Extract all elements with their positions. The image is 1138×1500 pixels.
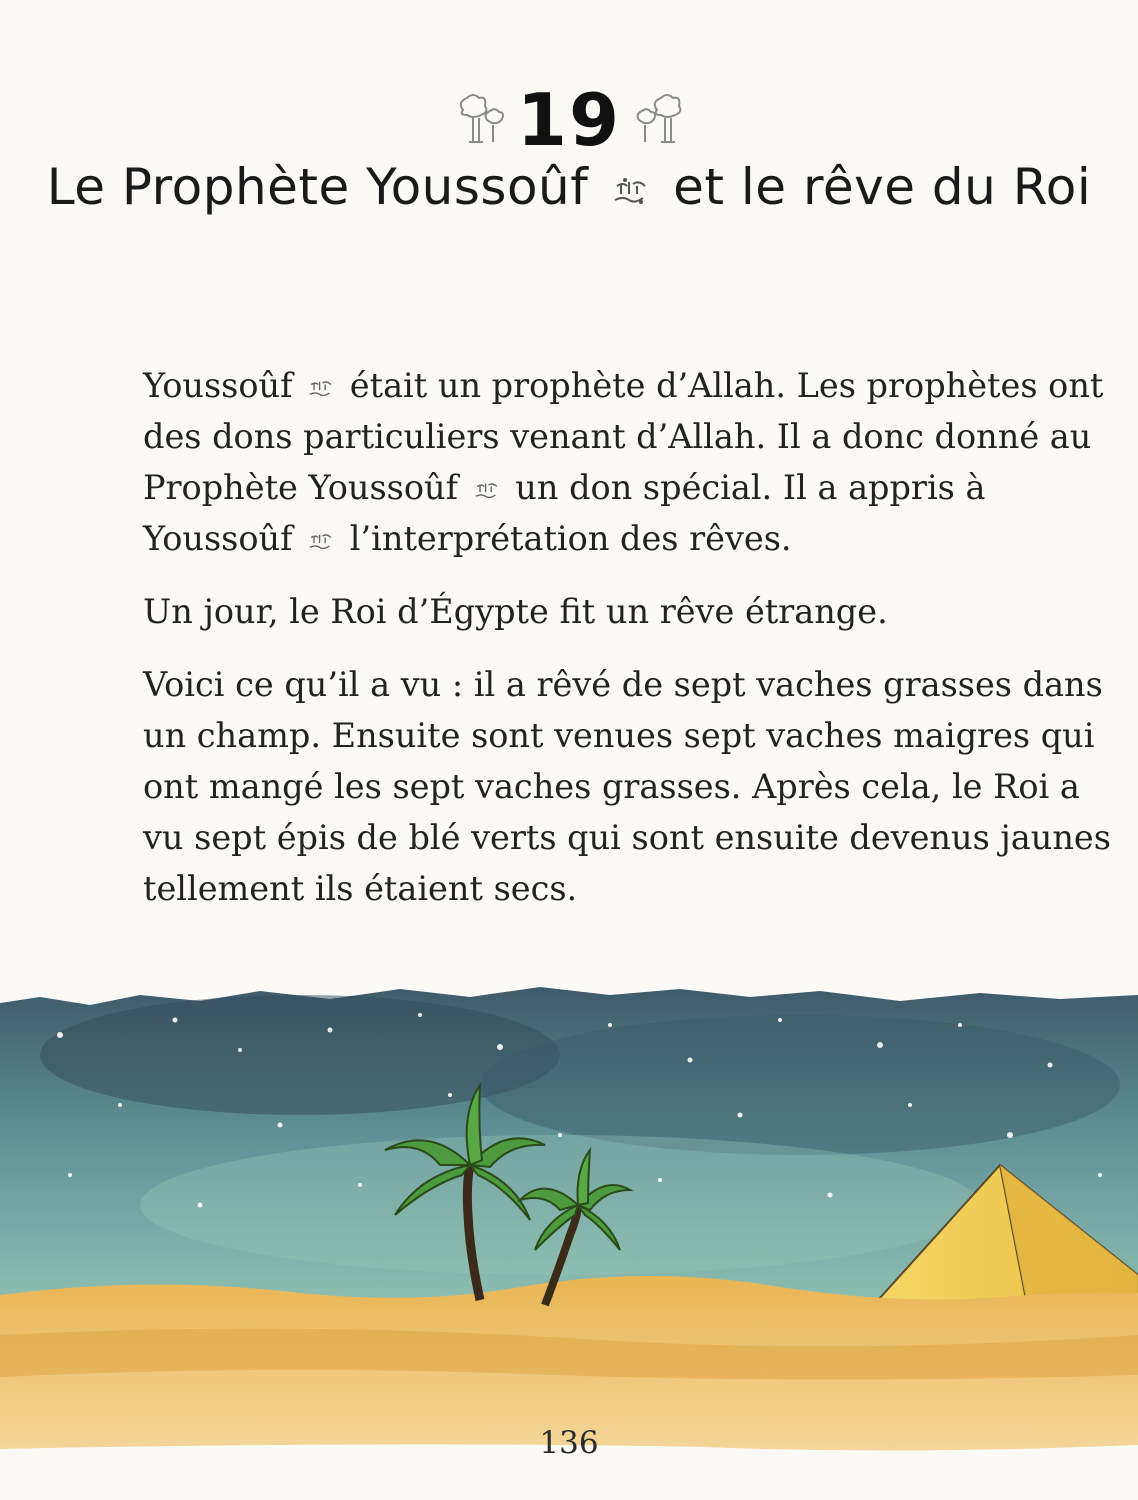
- paragraph-1-segment-d: l’interprétation des rêves.: [349, 519, 792, 558]
- honorific-calligraphy-icon: [611, 176, 651, 206]
- paragraph-1-segment-c: un don spécial. Il a appris à Youssoûf: [143, 468, 986, 558]
- paragraph-3: Voici ce qu’il a vu : il a rêvé de sept vaches grasses dans un champ. Ensuite sont venues sept vaches maigres qui ont mangé les sept vaches grasses. Après cela, le Roi a vu sept épis de blé verts qui sont ensuite devenus jaunes tellement ils étaient secs.: [143, 665, 1111, 908]
- tree-ornament-icon: [631, 90, 685, 150]
- honorific-calligraphy-icon: [307, 530, 335, 552]
- paragraph-1-segment-a: Youssoûf: [143, 366, 293, 405]
- paragraph-1-segment-b: était un prophète d’Allah. Les prophètes ont des dons particuliers venant d’Allah. Il a donc donné au Prophète Youssoûf: [143, 366, 1104, 507]
- page-number: 136: [539, 1425, 599, 1461]
- chapter-title: [0, 158, 1138, 216]
- honorific-calligraphy-icon: [307, 377, 335, 399]
- paragraph-1: [143, 360, 1118, 564]
- desert-night-illustration: [0, 975, 1138, 1500]
- chapter-header: [0, 78, 1138, 162]
- chapter-title-part-1: Le Prophète Youssoûf: [46, 158, 589, 216]
- chapter-number: 19: [516, 78, 622, 162]
- story-text: [143, 360, 1118, 936]
- paragraph-2: Un jour, le Roi d’Égypte fit un rêve étrange.: [143, 592, 888, 631]
- chapter-title-part-2: et le rêve du Roi: [673, 158, 1092, 216]
- tree-ornament-icon: [453, 90, 507, 150]
- honorific-calligraphy-icon: [473, 479, 501, 501]
